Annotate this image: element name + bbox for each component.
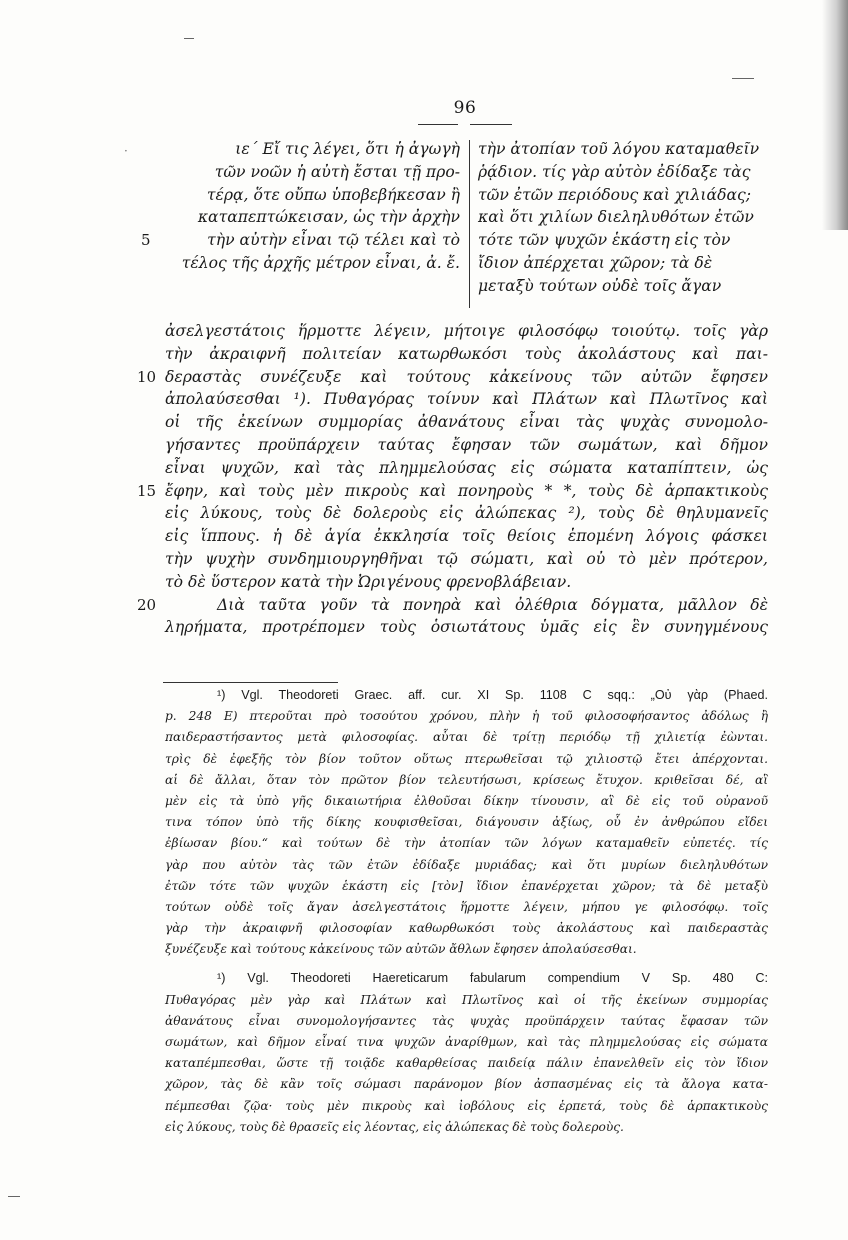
main-line: τὸ δὲ ὕστερον κατὰ τὴν Ὠριγένους φρενοβλάβειαν. [165, 572, 572, 591]
footnote-line: αἱ δὲ ἄλλαι, ὅταν τὸν πρῶτον βίον τελευτήσωσι, κρίσεως ἔτυχον. κριθεῖσαι δέ, αἳ [165, 772, 768, 787]
main-line: γήσαντες προϋπάρχειν ταύτας ἔφησαν τῶν σωμάτων, καὶ δῆμον [165, 435, 768, 454]
scan-mark [184, 38, 194, 39]
right-col-line: ἴδιον ἀπέρχεται χῶρον; τὰ δὲ [478, 253, 713, 272]
scan-mark [8, 1196, 20, 1197]
main-line: εἰς λύκους, τοὺς δὲ δολεροὺς εἰς ἀλώπεκας ²), τοὺς δὲ θηλυμανεῖς [165, 504, 768, 523]
main-line-text: ἔφην, καὶ τοὺς μὲν πικροὺς καὶ πονηροὺς * *, τοὺς δὲ ἁρπακτικοὺς [165, 481, 768, 500]
footnote-line: ἀθανάτους εἶναι συνομολογήσαντες τὰς ψυχὰς προϋπάρχειν ταύτας ἔφασαν τῶν [165, 1013, 768, 1028]
footnote-line: χῶρον, τὰς δὲ κἂν τοῖς σώμασι παράνομον βίον ἀσπασμένας εἰς τὰ ἄλογα κατα- [165, 1077, 768, 1092]
footnote-1-head [165, 685, 768, 706]
right-col-line: τότε τῶν ψυχῶν ἑκάστη εἰς τὸν [478, 231, 731, 250]
scan-mark [732, 78, 754, 79]
main-line [137, 366, 768, 389]
margin-mark: · [124, 144, 128, 158]
main-line: οἱ τῆς ἐκείνων συμμορίας ἀθανάτους εἶναι τὰς ψυχὰς συνομολο- [165, 413, 768, 432]
footnote-line: εἰς λύκους, τοὺς δὲ θρασεῖς εἰς λέοντας, εἰς ἀλώπεκας δὲ τοὺς δολεροὺς. [165, 1119, 624, 1134]
footnote-line: τούτων οὐδὲ τοῖς ἄγαν ἀσελγεστάτοις ἥρμοττε λέγειν, μήπου γε φιλοσόφῳ. τοῖς [165, 899, 768, 914]
footnote-line: πέμπεσθαι ζῷα· τοὺς μὲν πικροὺς καὶ ἰοβόλους εἰς ἑρπετά, τοὺς δὲ ἁρπακτικοὺς [165, 1098, 768, 1113]
line-number: 15 [137, 481, 157, 500]
footnote-line: ἐτῶν τότε τῶν ψυχῶν ἑκάστη εἰς [τὸν] ἴδιον ἐπανέρχεται χῶρον; τὰ δὲ μεταξὺ [165, 878, 768, 893]
main-line: τὴν ἀκραιφνῆ πολιτείαν κατωρθωκόσι τοὺς ἀκολάστους καὶ παι- [165, 344, 768, 363]
left-col-line [0, 229, 470, 252]
footnote-line: καταπέμπεσθαι, ὥστε τῇ τοιᾷδε καθαρθείσας παιδείᾳ πάλιν ἐπανελθεῖν εἰς τὸν ἴδιον [165, 1056, 768, 1071]
footnote-line: ἐβίωσαν βίου.“ καὶ τούτων δὲ τὴν ἀτοπίαν τῶν λόγων καταμαθεῖν εὐπετές. τίς [165, 836, 768, 851]
footnote-line: παιδεραστήσαντος μετὰ φιλοσοφίας. αὗται δὲ τρίτῃ περιόδῳ τῇ χιλιετίᾳ ἐὼνται. [165, 730, 768, 745]
main-text [137, 320, 768, 639]
footnote-rule [163, 682, 338, 683]
page-number: 96 [453, 98, 477, 118]
left-col-line: τέρᾳ, ὅτε οὔπω ὑποβεβήκεσαν ἢ [206, 185, 460, 204]
left-column [0, 138, 470, 275]
footnotes [165, 685, 768, 1138]
footnote-2-head [165, 968, 768, 989]
footnote-line: μὲν εἰς τὰ ὑπὸ γῆς δικαιωτήρια ἐλθοῦσαι δίκην τίνουσιν, αἳ δὲ εἰς τοῦ οὐρανοῦ [165, 793, 768, 808]
footnote-line: Πυθαγόρας μὲν γὰρ καὶ Πλάτων καὶ Πλωτῖνος καὶ οἱ τῆς ἐκείνων συμμορίας [165, 992, 768, 1007]
line-number: 5 [141, 231, 151, 250]
main-line: ἀσελγεστάτοις ἥρμοττε λέγειν, μήτοιγε φιλοσόφῳ τοιούτῳ. τοῖς γὰρ [165, 322, 768, 340]
main-line: ληρήματα, προτρέπομεν τοὺς ὁσιωτάτους ὑμᾶς εἰς ἓν συνηγμένους [165, 618, 768, 637]
right-col-line: μεταξὺ τούτων οὐδὲ τοῖς ἄγαν [478, 276, 722, 295]
main-line [137, 480, 768, 503]
footnote-line: τρὶς δὲ ἐφεξῆς τὸν βίον τοῦτον οὕτως πτερωθεῖσαι τῷ χιλιοστῷ ἔτει ἀπέρχονται. [165, 751, 768, 766]
footnote-line: σωμάτων, καὶ δῆμον εἶναί τινα ψυχῶν ἀναρίθμων, καὶ τὰς πλημμελούσας εἰς σώματα [165, 1035, 768, 1049]
footnote-line: γὰρ τὴν ἀκραιφνῆ φιλοσοφίαν καθωρθωκόσι τοὺς ἀκολάστους καὶ παιδεραστὰς [165, 921, 768, 936]
main-line: εἶναι ψυχῶν, καὶ τὰς πλημμελούσας εἰς σώματα καταπίπτειν, ὡς [165, 458, 768, 477]
scan-page-edge [822, 0, 848, 230]
page-number-rule-left [418, 124, 458, 125]
main-line: εἰς ἵππους. ἡ δὲ ἁγία ἐκκλησία τοῖς θείοις ἑπομένη λόγοις φάσκει [165, 527, 768, 546]
main-line: ἀπολαύσεσθαι ¹). Πυθαγόρας τοίνυν καὶ Πλάτων καὶ Πλωτῖνος καὶ [165, 390, 768, 409]
column-divider [469, 140, 470, 308]
left-col-line: καταπεπτώκεισαν, ὡς τὴν ἀρχὴν [197, 208, 460, 227]
right-col-line: ῥᾴδιον. τίς γὰρ αὐτὸν ἐδίδαξε τὰς [478, 162, 751, 181]
left-col-line: τέλος τῆς ἀρχῆς μέτρον εἶναι, ἀ. ἔ. [181, 253, 460, 272]
left-col-line: τῶν νοῶν ἡ αὐτὴ ἔσται τῇ προ- [214, 162, 460, 181]
left-col-line-text: τὴν αὐτὴν εἶναι τῷ τέλει καὶ τὸ [207, 231, 460, 250]
page-number-rule-right [470, 124, 512, 125]
right-col-line: καὶ ὅτι χιλίων διεληλυθότων ἐτῶν [478, 208, 754, 227]
main-line: τὴν ψυχὴν συνδημιουργηθῆναι τῷ σώματι, καὶ οὐ τὸ μὲν πρότερον, [165, 549, 768, 568]
line-number: 20 [137, 595, 157, 614]
right-col-line: τῶν ἐτῶν περιόδους καὶ χιλιάδας; [478, 185, 751, 204]
footnote-line: ξυνέζευξε καὶ τούτους κἀκείνους τῶν αὐτῶν ἄθλων ἔφησεν ἀπολαύσεσθαι. [165, 942, 637, 957]
right-col-line: τὴν ἀτοπίαν τοῦ λόγου καταμαθεῖν [478, 140, 760, 158]
footnote-1-citation: ¹) Vgl. Theodoreti Graec. aff. cur. XI Sp. 1108 C sqq.: „Οὐ γὰρ (Phaed. [217, 688, 768, 702]
footnote-line: τινα τόπον ὑπὸ τῆς δίκης κουφισθεῖσαι, διάγουσιν ἀξίως, οὗ ἐν ἀνθρώπου εἴδει [165, 815, 768, 830]
main-line-text: Διὰ ταῦτα γοῦν τὰ πονηρὰ καὶ ὀλέθρια δόγματα, μᾶλλον δὲ [217, 595, 768, 614]
left-col-line: ιε΄ Εἴ τις λέγει, ὅτι ἡ ἀγωγὴ [235, 140, 460, 158]
main-line-text: δεραστὰς συνέζευξε καὶ τούτους κἀκείνους τῶν αὐτῶν ἔφησεν [165, 367, 768, 386]
footnote-gap [165, 960, 768, 968]
footnote-line: γὰρ που αὐτὸν τὰς τῶν ἐτῶν ἐδίδαξε μυριάδας; καὶ ὅτι μυρίων διεληλυθότων [165, 857, 768, 872]
right-column [478, 138, 778, 298]
main-line [137, 594, 768, 617]
line-number: 10 [137, 367, 157, 386]
footnote-line: p. 248 E) πτεροῦται πρὸ τοσούτου χρόνου, πλὴν ἡ τοῦ φιλοσοφήσαντος ἀδόλως ἢ [165, 709, 768, 724]
footnote-2-citation: ¹) Vgl. Theodoreti Haereticarum fabularum compendium V Sp. 480 C: [217, 971, 768, 986]
